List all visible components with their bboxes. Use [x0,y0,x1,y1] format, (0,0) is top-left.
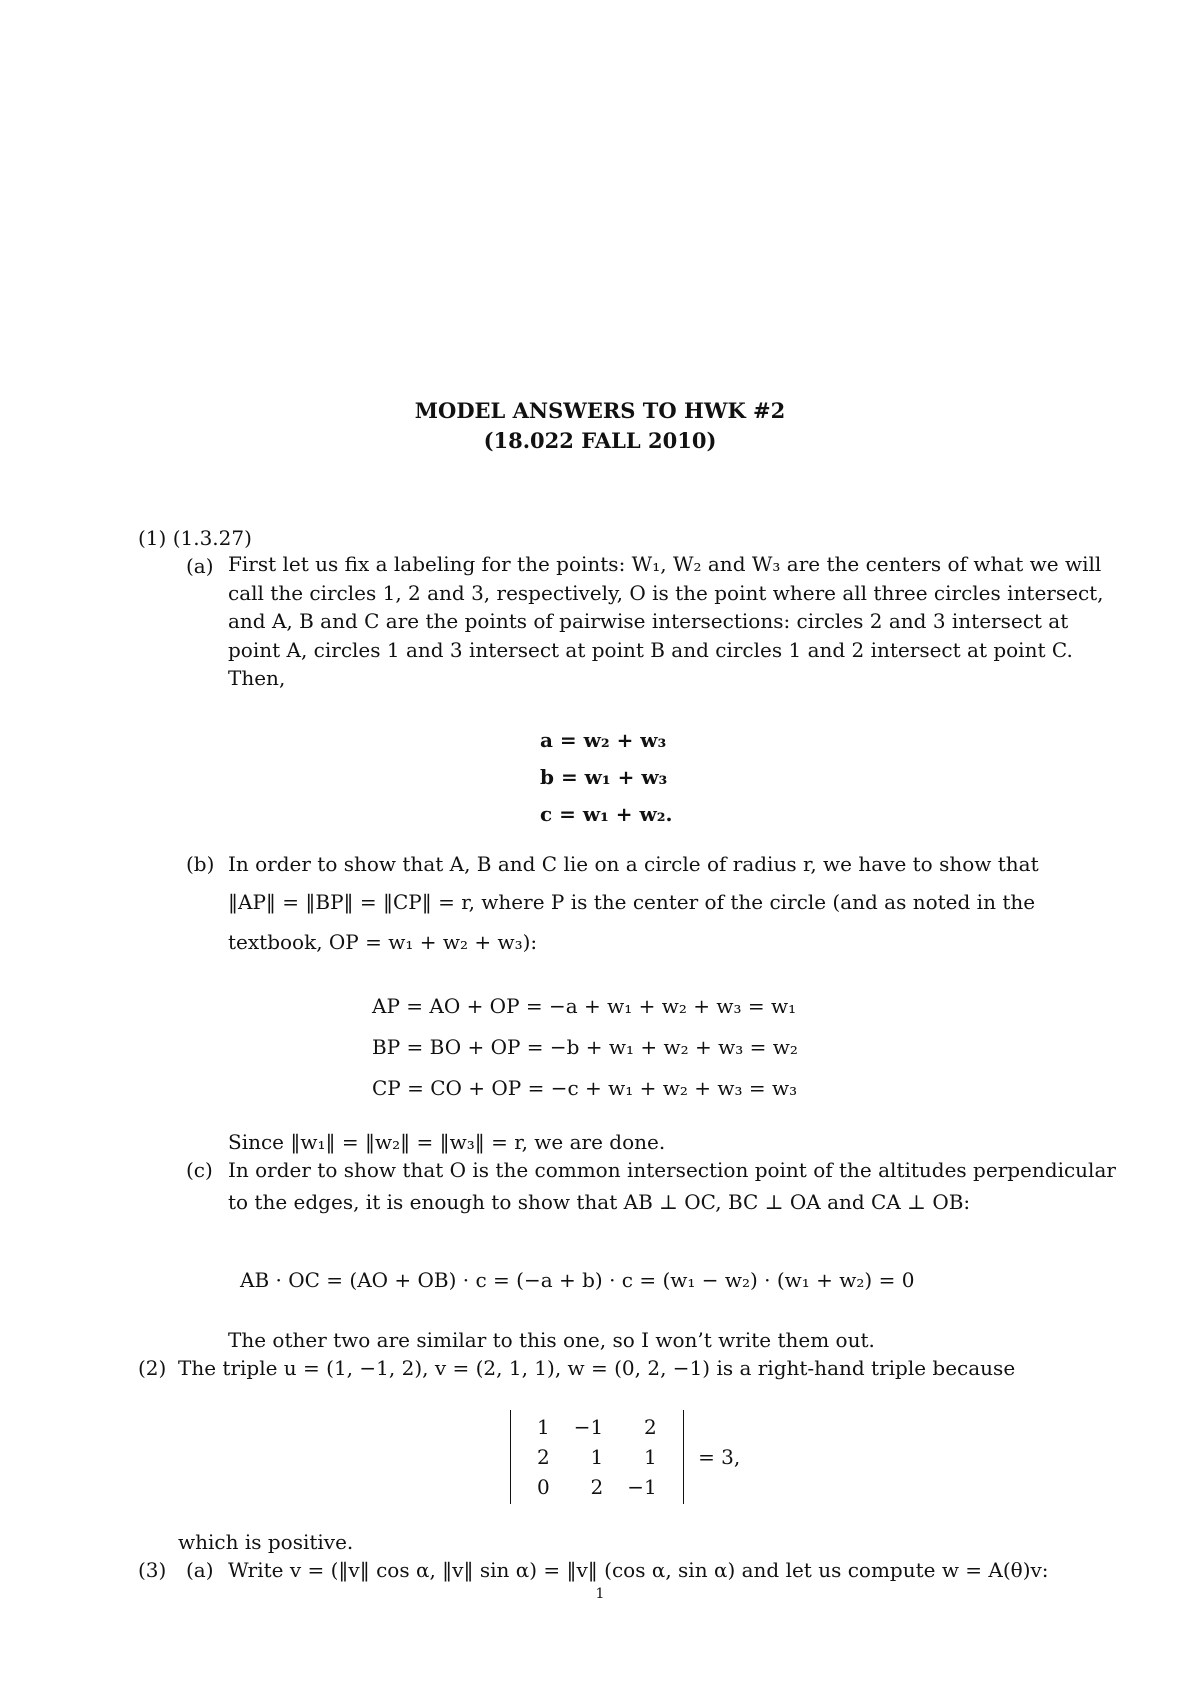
matrix-cell: 1 [537,1415,550,1439]
matrix-row [525,1472,669,1502]
problem-3-label: (3) [138,1558,167,1582]
text-line: First let us fix a labeling for the points: W₁, W₂ and W₃ are the centers of what we will [228,552,1102,576]
page-title: MODEL ANSWERS TO HWK #2 [414,398,786,423]
problem-2-label: (2) [138,1356,167,1380]
matrix-cell: 2 [590,1475,604,1499]
problem-1c-line1: In order to show that O is the common intersection point of the altitudes perpendicular [228,1158,1116,1182]
determinant-matrix [510,1410,684,1504]
text-line: Then, [228,666,286,690]
matrix-cell: 0 [537,1475,550,1499]
equation: BP = BO + OP = −b + w₁ + w₂ + w₃ = w₂ [372,1035,798,1059]
equation: CP = CO + OP = −c + w₁ + w₂ + w₃ = w₃ [372,1076,798,1100]
matrix-row [525,1442,669,1472]
problem-1b-conclusion: Since ‖w₁‖ = ‖w₂‖ = ‖w₃‖ = r, we are done. [228,1130,666,1154]
problem-1c-line2: to the edges, it is enough to show that AB ⊥ OC, BC ⊥ OA and CA ⊥ OB: [228,1190,971,1214]
page-subtitle: (18.022 FALL 2010) [483,428,717,453]
problem-1a-text [228,550,1128,693]
problem-1b-line3: textbook, OP = w₁ + w₂ + w₃): [228,930,538,954]
problem-1c-label: (c) [186,1158,213,1182]
determinant [510,1410,740,1504]
determinant-result: = 3, [698,1445,741,1469]
text-line: and A, B and C are the points of pairwise intersections: circles 2 and 3 intersect at [228,609,1069,633]
problem-2-line1: The triple u = (1, −1, 2), v = (2, 1, 1), w = (0, 2, −1) is a right-hand triple because [178,1356,1016,1380]
equation-1c: AB · OC = (AO + OB) · c = (−a + b) · c = (w₁ − w₂) · (w₁ + w₂) = 0 [240,1268,915,1292]
matrix-row [525,1412,669,1442]
matrix-cell: −1 [573,1415,604,1439]
problem-1c-conclusion: The other two are similar to this one, so I won’t write them out. [228,1328,875,1352]
problem-3a-line1: Write v = (‖v‖ cos α, ‖v‖ sin α) = ‖v‖ (cos α, sin α) and let us compute w = A(θ)v: [228,1558,1049,1582]
text-line: point A, circles 1 and 3 intersect at point B and circles 1 and 2 intersect at point C. [228,637,1073,662]
problem-1a-label: (a) [186,554,214,578]
matrix-cell: 2 [537,1445,550,1469]
equation-block-1b [372,986,798,1109]
problem-1b-label: (b) [186,852,215,876]
problem-1-label: (1) (1.3.27) [138,526,252,550]
matrix-cell: 1 [643,1445,657,1469]
problem-2-conclusion: which is positive. [178,1530,354,1554]
problem-1b-line1: In order to show that A, B and C lie on a circle of radius r, we have to show that [228,852,1039,876]
equation: AP = AO + OP = −a + w₁ + w₂ + w₃ = w₁ [372,994,797,1018]
problem-1b-line2: ‖AP‖ = ‖BP‖ = ‖CP‖ = r, where P is the center of the circle (and as noted in the [228,890,1036,914]
equation: b = w₁ + w₃ [540,765,668,789]
problem-3a-label: (a) [186,1558,214,1582]
equation: c = w₁ + w₂. [540,802,673,826]
matrix-cell: 2 [643,1415,657,1439]
matrix-cell: −1 [627,1475,657,1499]
equation-block-1a [540,722,672,833]
text-line: call the circles 1, 2 and 3, respectively, O is the point where all three circles intersect, [228,580,1104,605]
equation: a = w₂ + w₃ [540,728,667,752]
matrix-cell: 1 [590,1445,604,1469]
page-number: 1 [595,1586,605,1602]
